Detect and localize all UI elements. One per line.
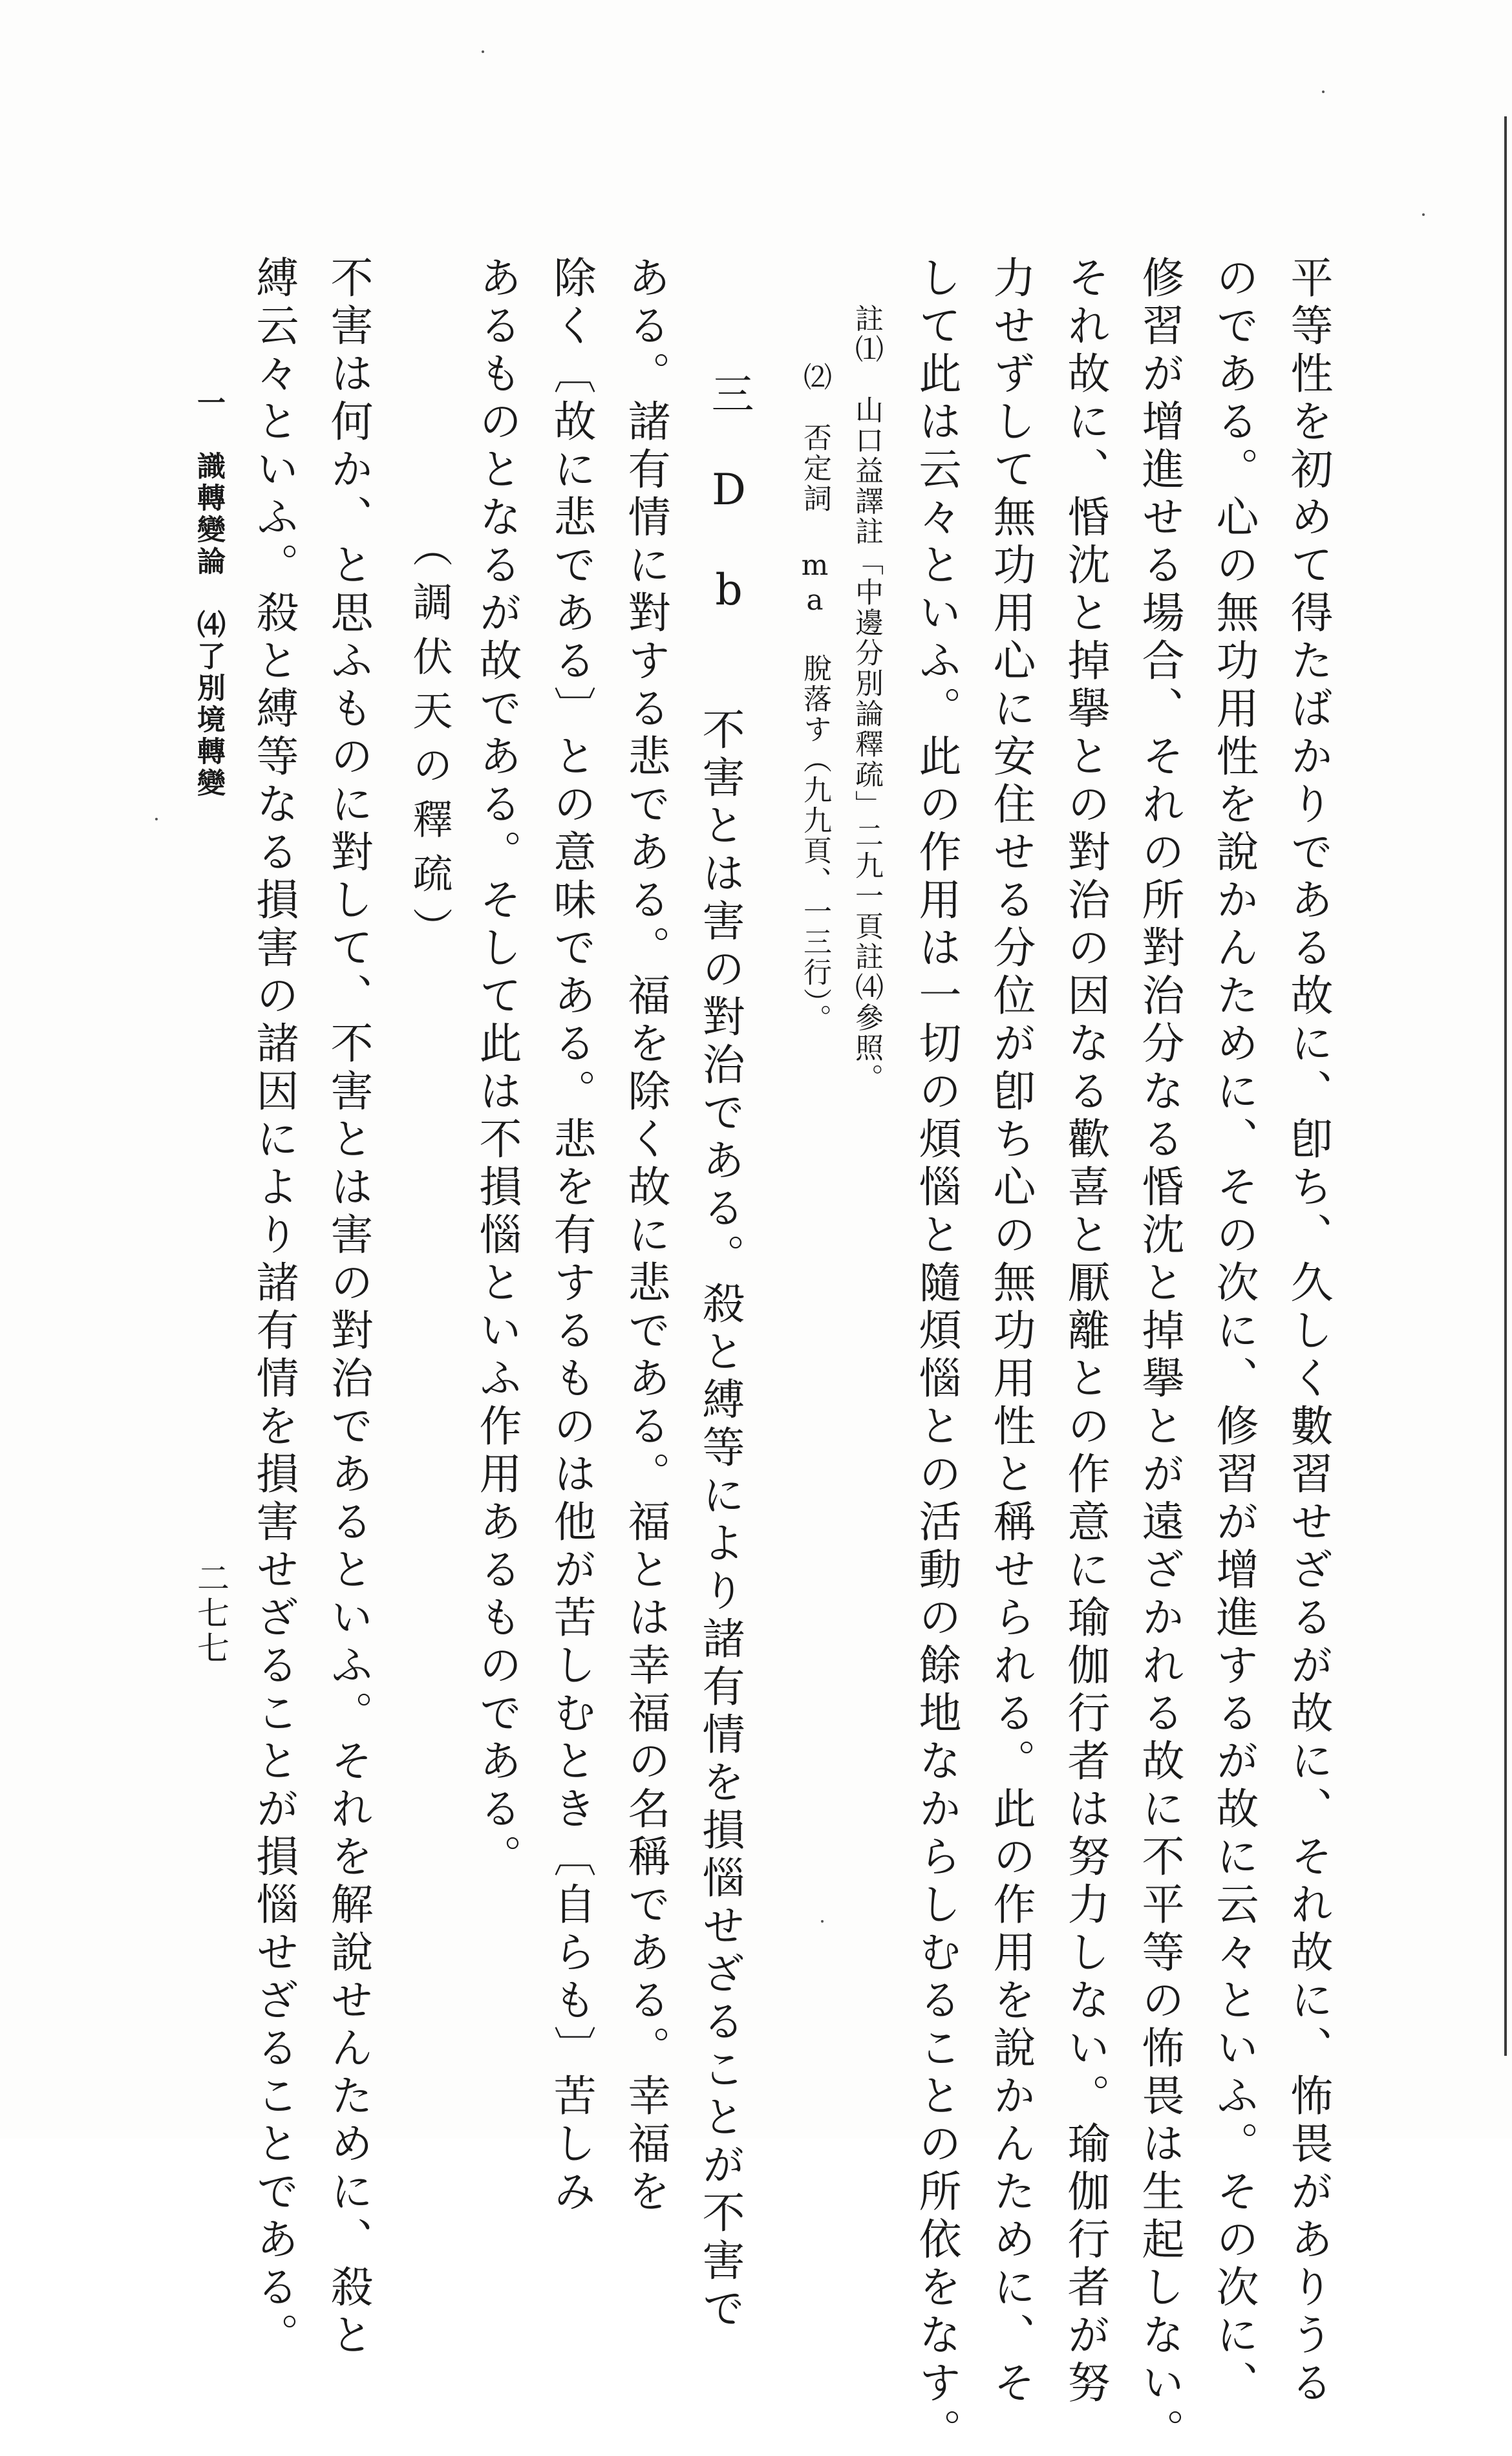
body-line: 力せずして無功用心に安住せる分位が卽ち心の無功用性と稱せられる。此の作用を說かんために、そ xyxy=(986,255,1036,2408)
body-line: ある。諸有情に對する悲である。福を除く故に悲である。福とは幸福の名稱である。幸福を xyxy=(621,255,670,2217)
footnote: ⑵ 否定詞 ma 脫落す（九九頁、一三行）。 xyxy=(798,362,831,1034)
scan-speck xyxy=(821,1920,824,1923)
body-line: 不害は何か、と思ふものに對して、不害とは害の對治であるといふ。それを解說せんために、殺と xyxy=(323,255,373,2360)
body-line: のである。心の無功用性を說かんために、その次に、修習が增進するが故に云々といふ。その次に、 xyxy=(1209,255,1259,2408)
body-line: 除く〔故に悲である〕との意味である。悲を有するものは他が苦しむとき〔自らも〕苦しみ xyxy=(546,255,596,2217)
body-line: 不害とは害の對治である。殺と縛等により諸有情を損惱せざることが不害で xyxy=(695,659,745,2334)
footnote: 註⑴ 山口益譯註「中邊分別論釋疏」二九一頁註⑷參照。 xyxy=(850,304,883,1094)
body-line: 平等性を初めて得たばかりである故に、卽ち、久しく數習せざるが故に、それ故に、怖畏がありうる xyxy=(1283,255,1333,2408)
scan-speck xyxy=(155,818,158,820)
running-head: 一 識轉變論 ⑷了別境轉變 xyxy=(192,388,225,800)
body-line: それ故に、惛沈と掉擧との對治の因なる歡喜と厭離との作意に瑜伽行者は努力しない。瑜伽行者が努 xyxy=(1060,255,1110,2408)
page-number: 二七七 xyxy=(192,1561,229,1666)
section-heading: 三 D b xyxy=(704,372,754,619)
body-line: して此は云々といふ。此の作用は一切の煩惱と隨煩惱との活動の餘地なからしむることの所依をなす。 xyxy=(911,255,961,2456)
body-line: あるものとなるが故である。そして此は不損惱といふ作用あるものである。 xyxy=(472,255,522,1882)
page-edge-rule xyxy=(1504,116,1507,2056)
body-line: 縛云々といふ。殺と縛等なる損害の諸因により諸有情を損害せざることが損惱せざることである。 xyxy=(249,255,299,2360)
scan-speck xyxy=(1422,213,1425,216)
scan-speck xyxy=(1322,91,1325,93)
body-line: 修習が增進せる場合、それの所對治分なる惛沈と掉擧とが遠ざかれる故に不平等の怖畏は生起しない。 xyxy=(1134,255,1184,2456)
scan-speck xyxy=(482,50,484,53)
subheading: （調伏天の釋疏） xyxy=(406,527,453,961)
